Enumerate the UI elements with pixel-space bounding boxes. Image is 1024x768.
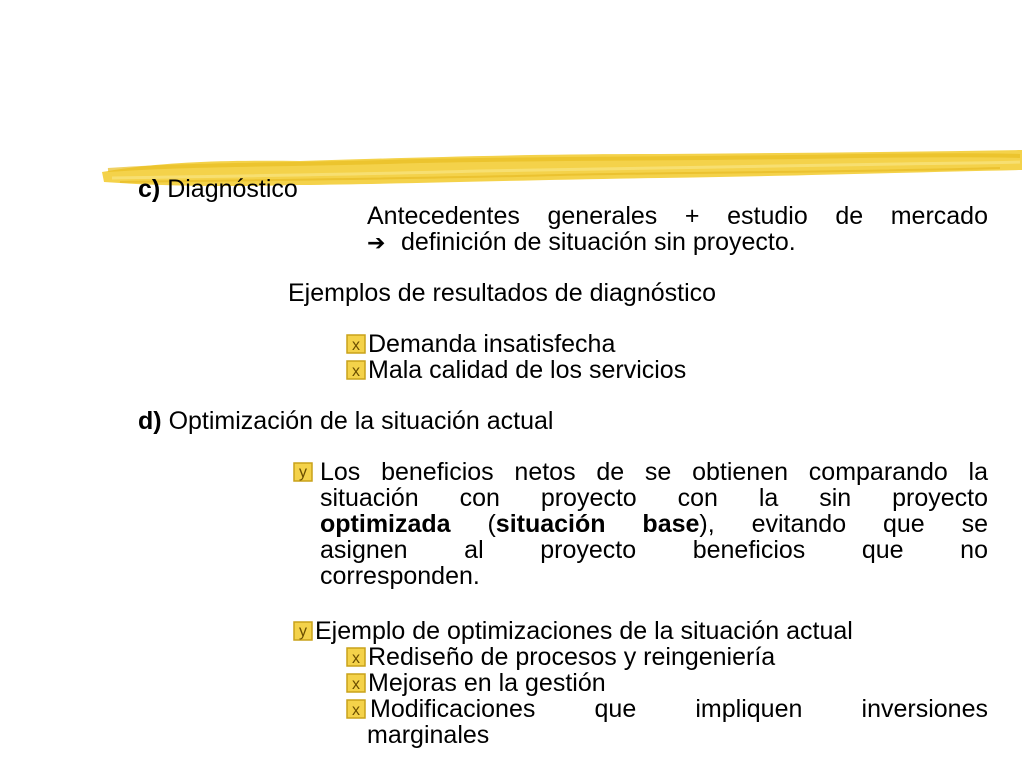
section-c-line1: Antecedentes generales + estudio de mercado: [367, 202, 988, 230]
section-d-heading: [138, 408, 554, 434]
list-item: [346, 357, 686, 383]
section-c-heading: [138, 176, 298, 202]
y-box-icon: [293, 621, 313, 641]
para-line-3-rest: ), evitando que se: [699, 510, 988, 538]
list-item-label: Demanda insatisfecha: [368, 330, 616, 358]
x-box-icon: [346, 647, 366, 667]
list-item: [346, 644, 775, 670]
para-line-3: [320, 511, 988, 537]
list-item-label: Rediseño de procesos y reingeniería: [368, 643, 776, 671]
list-item-label: Mala calidad de los servicios: [368, 356, 687, 384]
svg-text:x: x: [352, 337, 360, 354]
svg-text:y: y: [299, 464, 307, 481]
svg-text:x: x: [352, 702, 360, 719]
para-line-4: asignen al proyecto beneficios que no: [320, 536, 988, 564]
para-bold-optimizada: optimizada: [320, 510, 451, 538]
list-item-bullet: [346, 696, 368, 722]
section-d-examples-heading: Ejemplo de optimizaciones de la situación actual: [315, 617, 853, 645]
svg-text:x: x: [352, 363, 360, 380]
list-item: [346, 670, 606, 696]
list-item-label: Mejoras en la gestión: [368, 669, 606, 697]
svg-text:y: y: [299, 623, 307, 640]
section-c-line2: definición de situación sin proyecto.: [401, 228, 796, 256]
section-c-examples-heading: Ejemplos de resultados de diagnóstico: [288, 279, 717, 307]
para-bold-situacion-base: situación base: [495, 510, 700, 538]
para-line-5: corresponden.: [320, 562, 480, 590]
y-box-icon: [293, 462, 313, 482]
x-box-icon: [346, 360, 366, 380]
section-c-line2-row: [367, 229, 796, 256]
section-c-letter: c): [138, 175, 161, 203]
list-item: [346, 331, 615, 357]
x-box-icon: [346, 334, 366, 354]
section-d-para-bullet: [293, 459, 315, 485]
svg-text:x: x: [352, 650, 360, 667]
list-item-last-line2: marginales: [367, 721, 490, 749]
list-item-last-line1: Modificaciones que impliquen inversiones: [370, 695, 988, 723]
section-d-title: Optimización de la situación actual: [168, 407, 554, 435]
section-d-letter: d): [138, 407, 162, 435]
section-c-title: Diagnóstico: [167, 175, 298, 203]
para-open-paren: (: [487, 510, 496, 538]
x-box-icon: [346, 673, 366, 693]
svg-text:x: x: [352, 676, 360, 693]
section-d-examples-heading-row: [293, 618, 853, 644]
right-arrow-icon: ➔: [367, 230, 386, 255]
x-box-icon: [346, 699, 366, 719]
para-line-2: situación con proyecto con la sin proyecto: [320, 484, 988, 512]
para-line-1: Los beneficios netos de se obtienen comparando la: [320, 458, 988, 486]
